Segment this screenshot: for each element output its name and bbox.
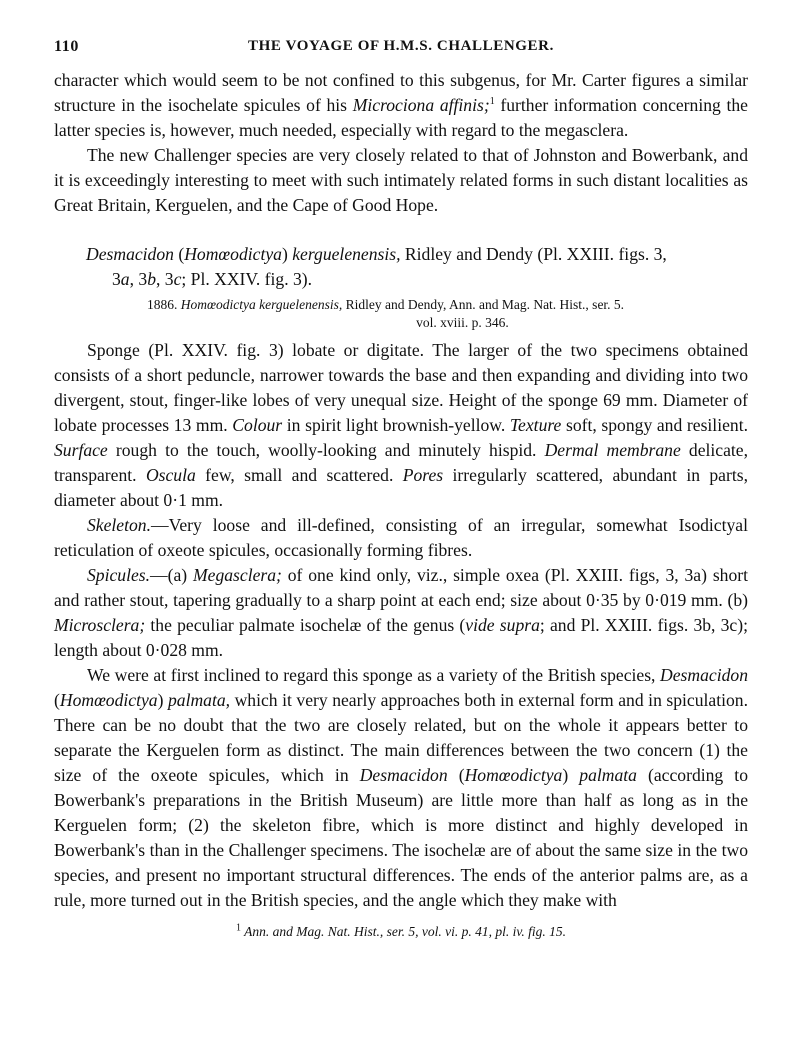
authority: Ridley and Dendy (Pl. XXIII. figs. 3, xyxy=(400,244,667,264)
text-run: ( xyxy=(447,765,465,785)
text-run: the peculiar palmate isochelæ of the genus ( xyxy=(145,615,466,635)
term: Spicules. xyxy=(87,565,151,585)
description-paragraph xyxy=(54,338,748,513)
term: Skeleton. xyxy=(87,515,151,535)
text-run: c xyxy=(173,269,182,289)
text-run: , 3 xyxy=(129,269,148,289)
text-run: further information concerning the latter species is, however, much needed, especially with regard to the megasclera. xyxy=(54,95,748,140)
text-run: —(a) xyxy=(150,565,193,585)
text-run: a xyxy=(120,269,130,289)
term: Colour xyxy=(232,415,283,435)
text-run: , 3 xyxy=(155,269,174,289)
text-run: ( xyxy=(54,690,60,710)
section-spacer xyxy=(54,218,748,242)
term: Surface xyxy=(54,440,108,460)
footnote-text: Ann. and Mag. Nat. Hist., ser. 5, vol. vi. p. 41, pl. iv. fig. 15. xyxy=(241,924,566,939)
term: Microsclera; xyxy=(54,615,146,635)
intro-paragraph-2: The new Challenger species are very closely related to that of Johnston and Bowerbank, and it is exceedingly interesting to meet with such intimately related forms in such distant localities as Great Britain, Kerguelen, and the Cape of Good Hope. xyxy=(54,145,748,215)
text-run: delicate, transparent. xyxy=(54,440,749,485)
text-run: character which would seem to be not confined to this subgenus, for Mr. Carter figures a similar structure in the isochelate spicules of his xyxy=(54,70,748,115)
species-epithet: kerguelenensis, xyxy=(292,244,401,264)
text-run: (according to Bowerbank's preparations in the British Museum) are little more than half as long as in the Kerguelen form; (2) the skeleton fibre, which is more distinct and highly developed in Bowerbank's than in the Challenger specimens. The isochelæ are of about the same size in the two species, and present no important structural differences. The ends of the anterior palms are, as a rule, more turned out in the British species, and the angle which they make with xyxy=(54,765,748,910)
text-run: ) xyxy=(562,765,580,785)
genus-name: Desmacidon xyxy=(86,244,174,264)
term: Texture xyxy=(509,415,562,435)
synonym-reference: Ridley and Dendy, Ann. and Mag. Nat. Hist., ser. 5. xyxy=(342,297,625,312)
heading-continuation xyxy=(86,267,748,292)
text-run: We were at first inclined to regard this sponge as a variety of the British species, xyxy=(87,665,661,685)
text-run: irregularly scattered, abundant in parts, diameter about 0·1 mm. xyxy=(54,465,748,510)
subgenus-name: Homœodictya xyxy=(59,690,158,710)
text-run: ) xyxy=(157,690,168,710)
running-title: THE VOYAGE OF H.M.S. CHALLENGER. xyxy=(248,38,554,54)
synonymy xyxy=(54,296,748,332)
species-name: Microciona affinis; xyxy=(352,95,490,115)
text-run: —Very loose and ill-defined, consisting of an irregular, somewhat Isodictyal reticulation of oxeote spicules, occasionally forming fibres. xyxy=(54,515,748,560)
text-run: in spirit light brownish-yellow. xyxy=(282,415,510,435)
page-number: 110 xyxy=(54,38,79,55)
footnote-marker: 1 xyxy=(236,922,241,934)
subgenus-name: Homœodictya xyxy=(184,244,282,264)
text-run: ; Pl. XXIV. fig. 3). xyxy=(181,269,313,289)
main-text xyxy=(54,68,748,913)
skeleton-paragraph xyxy=(54,513,748,563)
species-heading: Desmacidon (Homœodictya) kerguelenensis, Ridley and Dendy (Pl. XXIII. figs. 3, 3a, 3b, 3c; Pl. XXIV. fig. 3). xyxy=(54,242,748,292)
discussion-paragraph xyxy=(54,663,748,913)
term: vide supra xyxy=(465,615,540,635)
text-run: rough to the touch, woolly-looking and minutely hispid. xyxy=(107,440,545,460)
genus-name: Desmacidon xyxy=(359,765,448,785)
spicules-paragraph xyxy=(54,563,748,663)
text-run: 3 xyxy=(112,269,121,289)
footnote-marker: 1 xyxy=(489,96,495,108)
subgenus-name: Homœodictya xyxy=(464,765,563,785)
text-run: which it very nearly approaches both in external form and in spiculation. There can be no doubt that the two are closely related, but on the whole it appears better to separate the Kerguelen form as distinct. The main differences between the two concern (1) the size of the oxeote spicules, which in xyxy=(54,690,748,785)
term: Dermal membrane xyxy=(544,440,681,460)
page-header xyxy=(54,38,748,68)
term: Pores xyxy=(402,465,444,485)
species-epithet: palmata, xyxy=(167,690,231,710)
species-epithet: palmata xyxy=(579,765,637,785)
footnote xyxy=(54,923,748,941)
page xyxy=(54,38,748,941)
synonym-volume: vol. xviii. p. 346. xyxy=(416,315,509,330)
synonym-year: 1886. xyxy=(147,297,181,312)
text-run: ; and Pl. XXIII. figs. 3b, 3c); length about 0·028 mm. xyxy=(54,615,748,660)
text-run: soft, spongy and resilient. xyxy=(561,415,748,435)
synonym-name: Homœodictya kerguelenensis, xyxy=(180,297,343,312)
text-run: few, small and scattered. xyxy=(195,465,403,485)
genus-name: Desmacidon xyxy=(660,665,748,685)
text-run: b xyxy=(147,269,156,289)
intro-paragraph-1 xyxy=(54,68,748,143)
term: Oscula xyxy=(145,465,196,485)
text-run: of one kind only, viz., simple oxea (Pl. XXIII. figs, 3, 3a) short and rather stout, tapering gradually to a sharp point at each end; size about 0·35 by 0·019 mm. (b) xyxy=(54,565,749,610)
term: Megasclera; xyxy=(193,565,282,585)
text-run: Sponge (Pl. XXIV. fig. 3) lobate or digitate. The larger of the two specimens obtained consists of a short peduncle, narrower towards the base and then expanding and dividing into two divergent, stout, finger-like lobes of very unequal size. Height of the sponge 69 mm. Diameter of lobate processes 13 mm. xyxy=(54,340,748,435)
